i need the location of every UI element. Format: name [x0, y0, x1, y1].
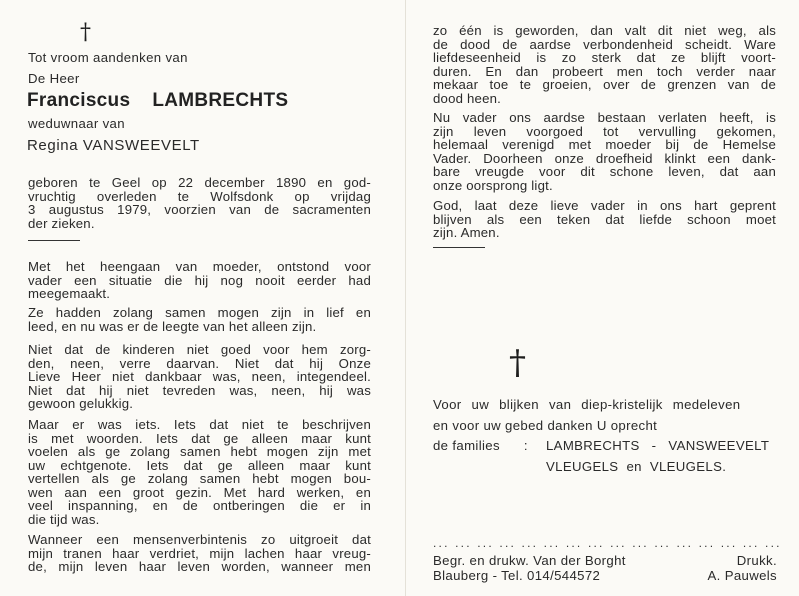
printer-right-2: A. Pauwels	[707, 568, 777, 583]
text-line: God, laat deze lieve vader in ons hart geprent	[433, 198, 776, 213]
text-line: vader een situatie die hij nog nooit eerder had	[28, 272, 371, 288]
dotted-separator: ... ... ... ... ... ... ... ... ... ... ... ... ... ... ... ...	[433, 536, 782, 550]
paragraph-1	[28, 260, 371, 301]
text-line: leed, en nu was er de leegte van het alleen zijn.	[28, 318, 317, 334]
text-line: helemaal verenigd met moeder bij de Hemelse	[433, 137, 776, 152]
text-line: Met het heengaan van moeder, ontstond voor	[28, 259, 371, 274]
text-line: liefdeseenheid is zo sterk dat ze blijft voort-	[433, 50, 776, 65]
printer-line-1: Begr. en drukw. Van der Borght	[433, 553, 626, 568]
text-line: duren. En dan probeert men toch verder naar	[433, 63, 776, 79]
paragraph-8	[433, 199, 776, 240]
bio-line: vruchtig overleden te Wolfsdonk op vrijdag	[28, 188, 371, 204]
text-line: wen aan een groot gezin. Met hard werken, en	[28, 484, 371, 500]
cross-icon: †	[509, 343, 526, 383]
text-line: Lieve Heer niet dankbaar was, neen, integendeel.	[28, 369, 371, 384]
divider	[28, 240, 80, 241]
families-line-1: LAMBRECHTS - VANSWEEVELT	[546, 438, 770, 453]
text-line: Niet dat de kinderen niet goed voor hem zorg-	[28, 342, 371, 357]
text-line: Wanneer een mensenverbintenis zo uitgroeit dat	[28, 532, 371, 547]
text-line: Niet dat hij niet tevreden was, neen, hij was	[28, 382, 371, 398]
paragraph-3	[28, 343, 371, 411]
text-line: onze oorsprong ligt.	[433, 177, 553, 193]
thanks-line-1: Voor uw blijken van diep-kristelijk medeleven	[433, 397, 741, 412]
text-line: die tijd was.	[28, 511, 100, 527]
text-line: Ze hadden zolang samen mogen zijn in lief en	[28, 305, 371, 320]
paragraph-5	[28, 533, 371, 574]
text-line: Nu vader ons aardse bestaan verlaten heeft, is	[433, 110, 776, 125]
text-line: voelen als ge zolang samen hebt mogen zijn met	[28, 444, 371, 459]
printer-right-1: Drukk.	[736, 553, 777, 568]
paragraph-7	[433, 111, 776, 192]
printer-line-2: Blauberg - Tel. 014/544572	[433, 568, 601, 583]
bio-line: geboren te Geel op 22 december 1890 en god-	[28, 175, 371, 190]
paragraph-2	[28, 306, 371, 333]
text-line: vertellen als ge zolang samen hebt mogen bou-	[28, 471, 371, 486]
intro-text: Tot vroom aandenken van	[28, 50, 188, 65]
paragraph-4	[28, 418, 371, 526]
families-label	[433, 438, 528, 453]
text-line: de dood de aardse verbondenheid scheidt. Ware	[433, 36, 776, 52]
relation-text: weduwnaar van	[28, 116, 125, 131]
text-line: bare vreugde voor dit schone leven, dat aan	[433, 164, 776, 179]
text-line: meegemaakt.	[28, 286, 111, 301]
thanks-line-2: en voor uw gebed danken U oprecht	[433, 418, 658, 433]
bio-line: 3 augustus 1979, voorzien van de sacramenten	[28, 202, 371, 217]
cross-icon: †	[80, 20, 91, 45]
first-name: Franciscus	[27, 90, 131, 111]
bio-paragraph	[28, 176, 371, 230]
title-text: De Heer	[28, 71, 80, 86]
text-line: blijven als een teken dat liefde schoon moet	[433, 211, 776, 227]
spouse-name: Regina VANSWEEVELT	[27, 137, 200, 154]
bio-line: der zieken.	[28, 215, 95, 231]
text-line: gewoon gelukkig.	[28, 396, 134, 411]
families-line-2: VLEUGELS en VLEUGELS.	[546, 459, 727, 474]
paragraph-6	[433, 24, 776, 105]
right-panel	[405, 0, 799, 596]
text-line: is met woorden. Iets dat ge alleen maar kunt	[28, 430, 371, 446]
text-line: mekaar toe te groeien, over de grenzen van de	[433, 77, 776, 92]
text-line: Maar er was iets. Iets dat niet te beschrijven	[28, 417, 371, 432]
families-label-text: de families	[433, 438, 500, 453]
text-line: de, mijn leven haar leven worden, wanneer men	[28, 559, 371, 574]
text-line: veel inspanning, en de ontberingen die er in	[28, 498, 371, 513]
text-line: den, neen, verre daarvan. Niet dat hij Onze	[28, 355, 371, 371]
text-line: dood heen.	[433, 90, 502, 106]
text-line: uw echtgenote. Iets dat ge alleen maar kunt	[28, 457, 371, 473]
divider	[433, 247, 485, 248]
text-line: zijn leven voorgoed tot vervulling gekomen,	[433, 123, 776, 139]
text-line: mijn tranen haar verdriet, mijn lachen haar vreug-	[28, 545, 371, 561]
text-line: zijn. Amen.	[433, 225, 500, 240]
families-separator: :	[523, 438, 528, 453]
deceased-name	[27, 90, 288, 112]
text-line: zo één is geworden, dan valt dit niet weg, als	[433, 23, 776, 38]
text-line: Vader. Doorheen onze droefheid klinkt een dank-	[433, 150, 776, 166]
last-name: LAMBRECHTS	[152, 90, 289, 111]
